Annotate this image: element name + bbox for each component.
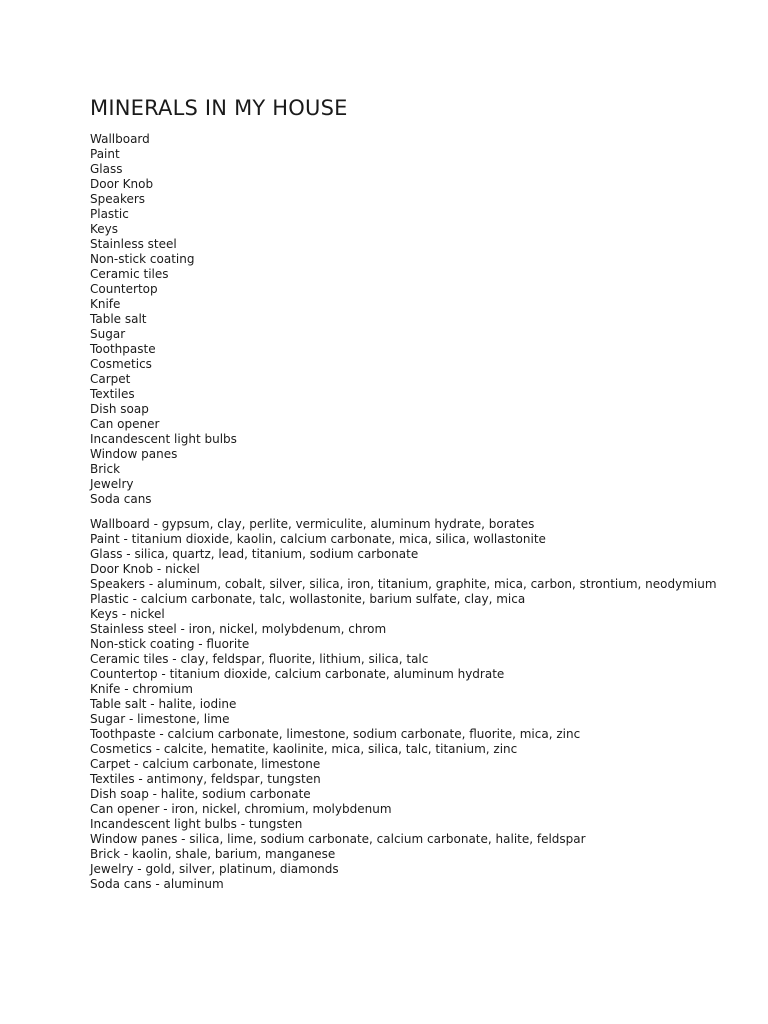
household-item: Ceramic tiles <box>90 267 169 281</box>
household-item: Carpet <box>90 372 131 386</box>
mineral-detail-item: Stainless steel - iron, nickel, molybdenum, chrom <box>90 622 387 636</box>
household-item: Jewelry <box>90 477 134 491</box>
household-item: Countertop <box>90 282 158 296</box>
household-item: Stainless steel <box>90 237 177 251</box>
document-page <box>90 94 750 892</box>
household-item: Cosmetics <box>90 357 152 371</box>
household-item: Sugar <box>90 327 126 341</box>
mineral-detail-item: Keys - nickel <box>90 607 165 621</box>
household-item: Textiles <box>90 387 135 401</box>
household-item: Plastic <box>90 207 129 221</box>
mineral-detail-item: Countertop - titanium dioxide, calcium carbonate, aluminum hydrate <box>90 667 505 681</box>
household-item: Window panes <box>90 447 178 461</box>
household-item: Knife <box>90 297 121 311</box>
household-item: Incandescent light bulbs <box>90 432 237 446</box>
mineral-detail-item: Glass - silica, quartz, lead, titanium, sodium carbonate <box>90 547 419 561</box>
household-item: Can opener <box>90 417 160 431</box>
mineral-detail-item: Ceramic tiles - clay, feldspar, fluorite, lithium, silica, talc <box>90 652 429 666</box>
mineral-detail-item: Paint - titanium dioxide, kaolin, calcium carbonate, mica, silica, wollastonite <box>90 532 546 546</box>
household-item: Paint <box>90 147 120 161</box>
household-item: Wallboard <box>90 132 150 146</box>
household-item: Toothpaste <box>90 342 156 356</box>
household-item: Dish soap <box>90 402 149 416</box>
mineral-detail-item: Knife - chromium <box>90 682 193 696</box>
mineral-detail-item: Wallboard - gypsum, clay, perlite, vermiculite, aluminum hydrate, borates <box>90 517 535 531</box>
mineral-detail-item: Jewelry - gold, silver, platinum, diamonds <box>90 862 339 876</box>
household-item: Keys <box>90 222 119 236</box>
household-item: Non-stick coating <box>90 252 195 266</box>
mineral-details-list <box>90 517 750 892</box>
household-item: Soda cans <box>90 492 152 506</box>
mineral-detail-item: Toothpaste - calcium carbonate, limestone, sodium carbonate, fluorite, mica, zinc <box>90 727 581 741</box>
mineral-detail-item: Brick - kaolin, shale, barium, manganese <box>90 847 336 861</box>
mineral-detail-item: Can opener - iron, nickel, chromium, molybdenum <box>90 802 392 816</box>
household-item: Speakers <box>90 192 146 206</box>
household-item: Door Knob <box>90 177 154 191</box>
mineral-detail-item: Cosmetics - calcite, hematite, kaolinite, mica, silica, talc, titanium, zinc <box>90 742 518 756</box>
household-item: Brick <box>90 462 121 476</box>
mineral-detail-item: Soda cans - aluminum <box>90 877 224 891</box>
household-item: Glass <box>90 162 123 176</box>
mineral-detail-item: Door Knob - nickel <box>90 562 200 576</box>
household-items-list <box>90 132 750 507</box>
mineral-detail-item: Plastic - calcium carbonate, talc, wollastonite, barium sulfate, clay, mica <box>90 592 526 606</box>
mineral-detail-item: Speakers - aluminum, cobalt, silver, silica, iron, titanium, graphite, mica, carbon, strontium, neodymium <box>90 577 717 591</box>
mineral-detail-item: Table salt - halite, iodine <box>90 697 237 711</box>
mineral-detail-item: Carpet - calcium carbonate, limestone <box>90 757 321 771</box>
mineral-detail-item: Non-stick coating - fluorite <box>90 637 250 651</box>
mineral-detail-item: Incandescent light bulbs - tungsten <box>90 817 303 831</box>
mineral-detail-item: Textiles - antimony, feldspar, tungsten <box>90 772 321 786</box>
mineral-detail-item: Dish soap - halite, sodium carbonate <box>90 787 311 801</box>
mineral-detail-item: Window panes - silica, lime, sodium carbonate, calcium carbonate, halite, feldspar <box>90 832 586 846</box>
page-title: MINERALS IN MY HOUSE <box>90 96 348 120</box>
mineral-detail-item: Sugar - limestone, lime <box>90 712 230 726</box>
household-item: Table salt <box>90 312 147 326</box>
